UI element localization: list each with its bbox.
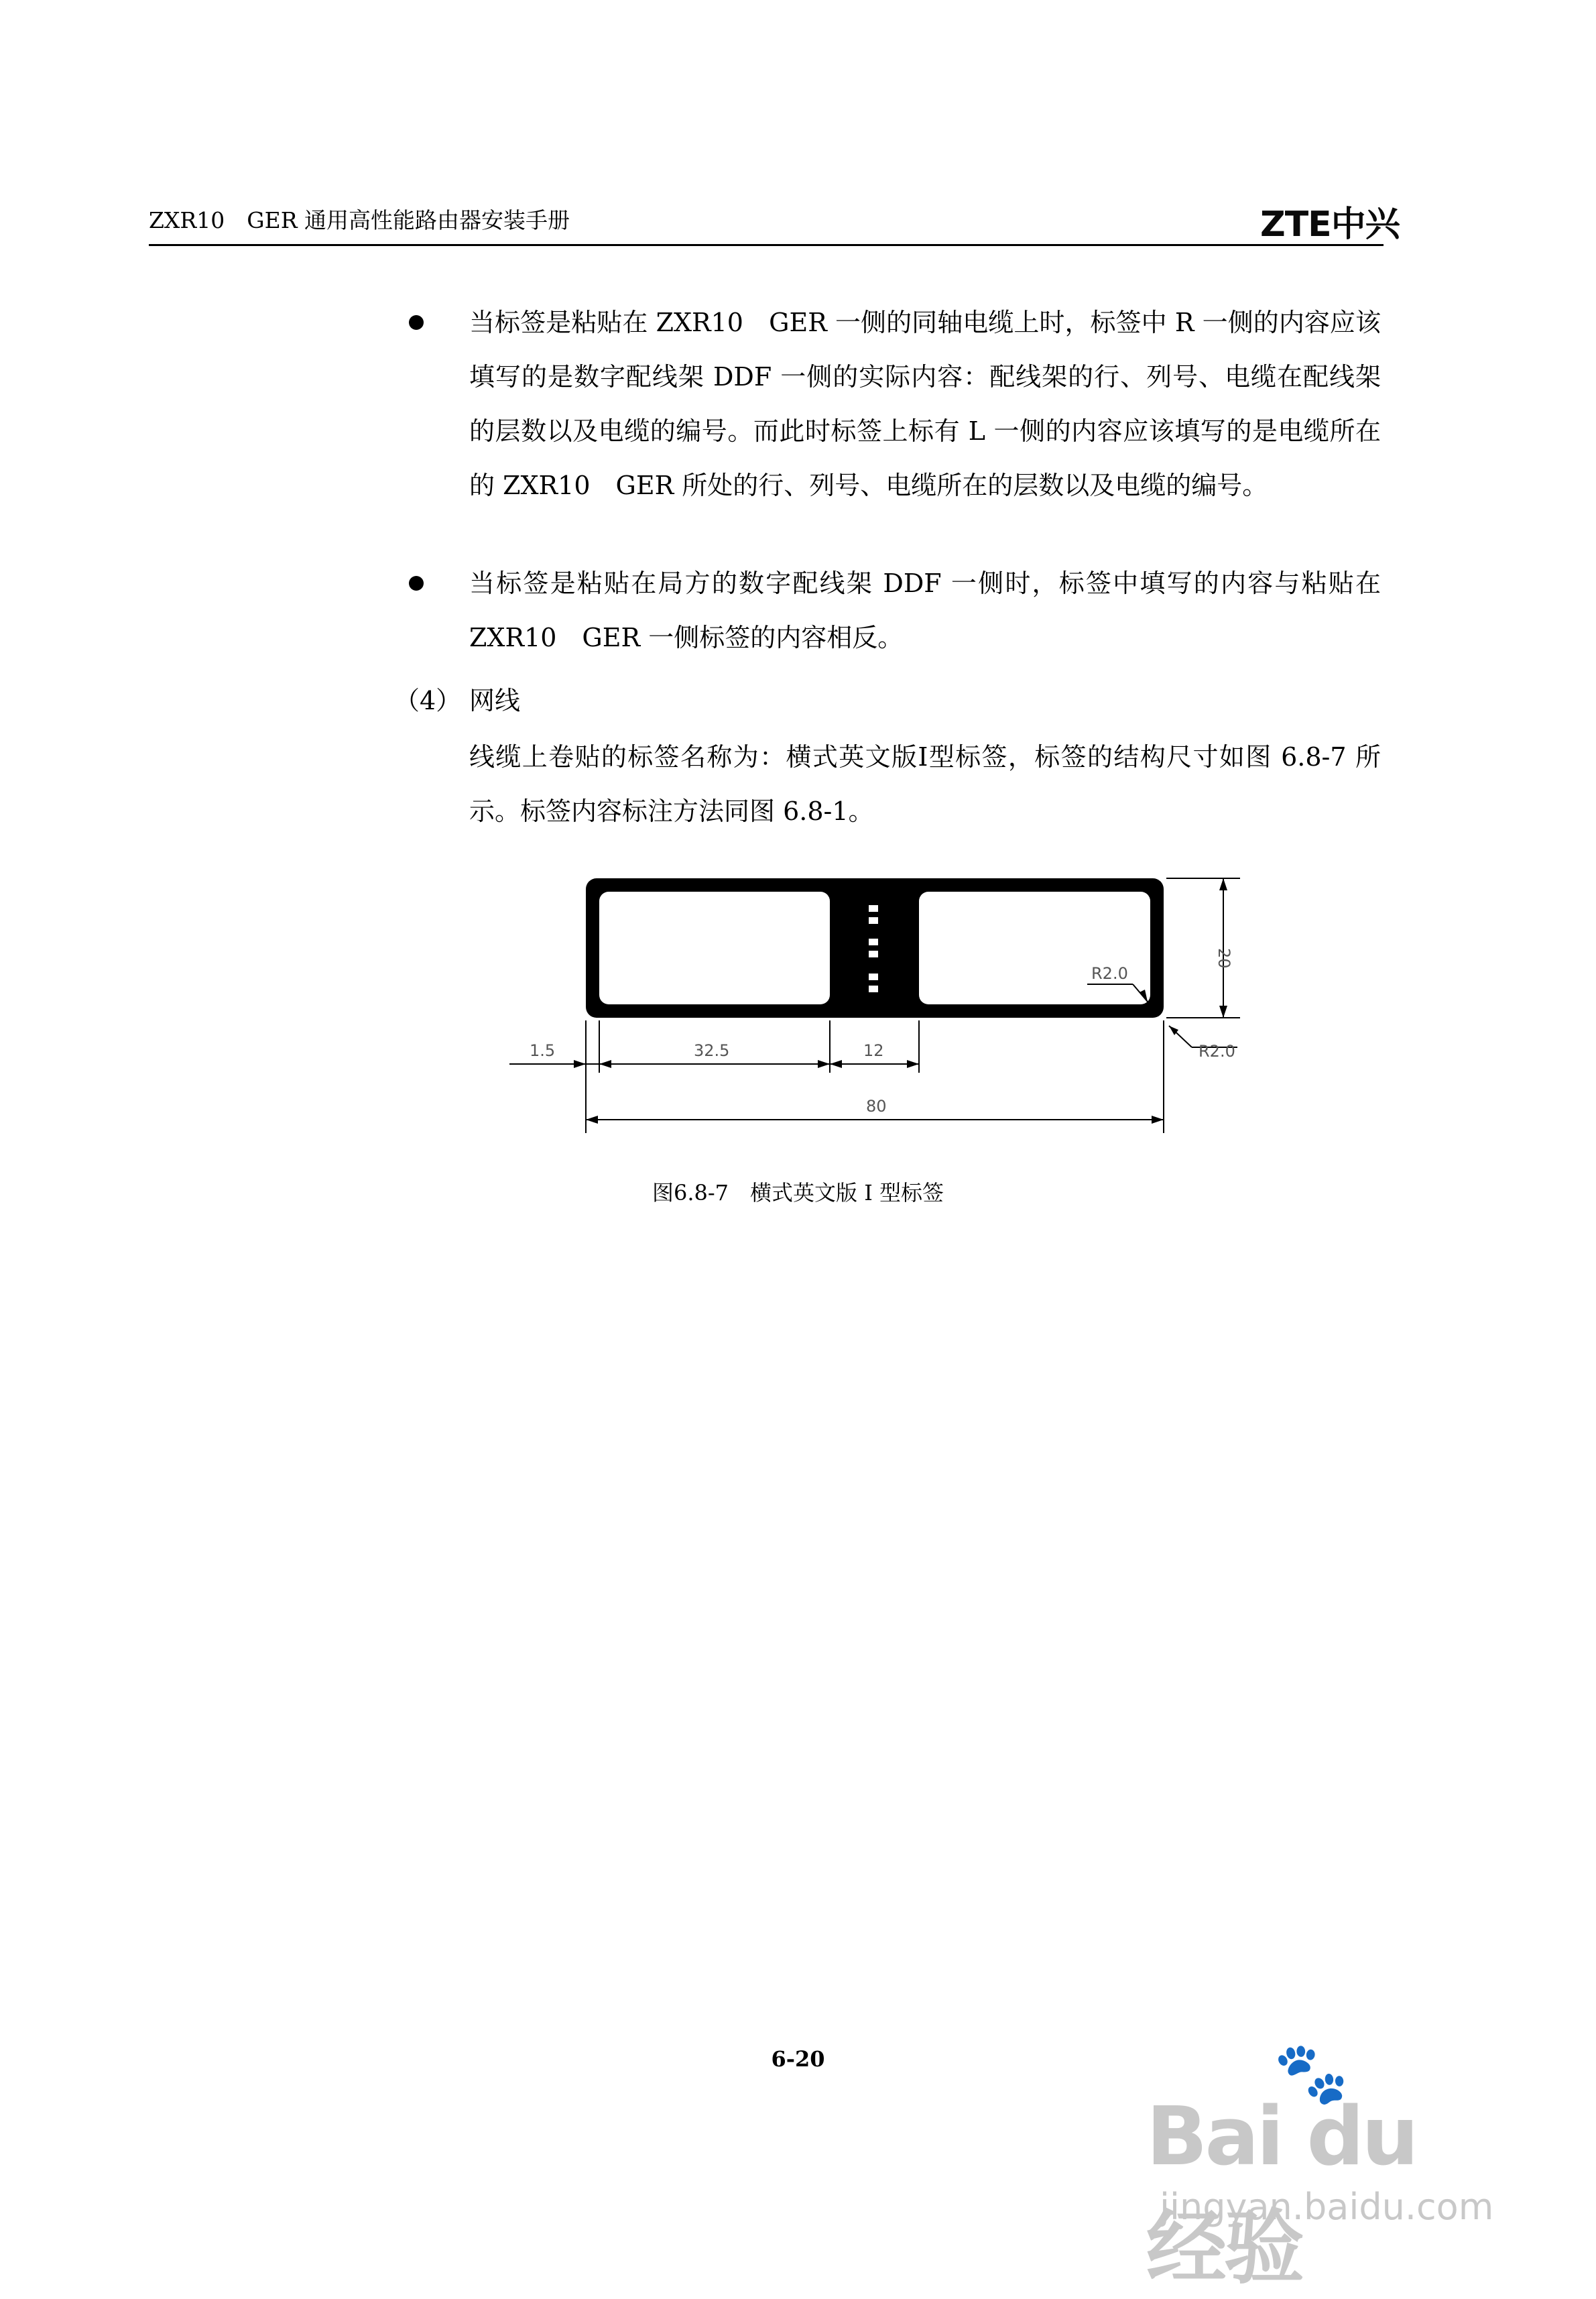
radius-label-outer: R2.0 (1199, 1042, 1235, 1061)
dim-label-12: 12 (863, 1041, 884, 1060)
section-number: （4） (394, 686, 462, 715)
label-left-field (599, 892, 830, 1004)
dim-label-80: 80 (866, 1097, 887, 1116)
header-title: ZXR10 GER 通用高性能路由器安装手册 (149, 207, 570, 233)
paw-icon: 🐾 (1274, 2038, 1349, 2109)
dim-label-1-5: 1.5 (530, 1041, 556, 1060)
baidu-watermark (1133, 2038, 1508, 2295)
figure-caption: 图6.8-7 横式英文版 I 型标签 (652, 1180, 944, 1205)
watermark-url: jingyan.baidu.com (1160, 2186, 1494, 2228)
dim-label-32-5: 32.5 (694, 1041, 730, 1060)
page-number: 6-20 (771, 2046, 825, 2072)
radius-label-inner: R2.0 (1091, 964, 1128, 983)
watermark-brand: Bai du 经验 (1146, 2090, 1416, 2295)
dim-label-20: 20 (1215, 948, 1233, 969)
bullet-paragraph-2: 当标签是粘贴在局方的数字配线架 DDF 一侧时，标签中填写的内容与粘贴在 ZXR10 GER 一侧标签的内容相反。 (469, 569, 1381, 652)
label-right-field (919, 892, 1150, 1004)
zte-logo: ZTE中兴 (1260, 204, 1400, 245)
body-paragraph: 线缆上卷贴的标签名称为：横式英文版I型标签，标签的结构尺寸如图 6.8-7 所示。标签内容标注方法同图 6.8-1。 (469, 742, 1381, 826)
bullet-paragraph-1: 当标签是粘贴在 ZXR10 GER 一侧的同轴电缆上时，标签中 R 一侧的内容应该填写的是数字配线架 DDF 一侧的实际内容：配线架的行、列号、电缆在配线架的层数以及电缆的编号。而此时标签上标有 L 一侧的内容应该填写的是电缆所在的 ZXR10 GER 所处的行、列号、电缆所在的层数以及电缆的编号。 (469, 308, 1381, 500)
section-title: 网线 (469, 686, 521, 715)
